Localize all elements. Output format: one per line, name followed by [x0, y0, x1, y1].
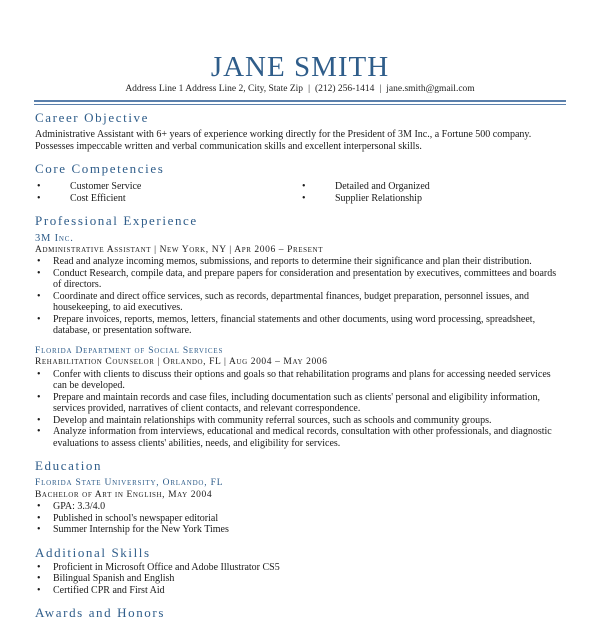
section-title-text: Education	[35, 458, 103, 473]
job-bullets	[35, 369, 565, 450]
section-title-text: Professional Experience	[35, 213, 198, 228]
section-title-text: Awards and Honors	[35, 605, 165, 620]
career-objective-text: Administrative Assistant with 6+ years of experience working directly for the President of 3M Inc., a Fortune 500 company. Possesses impeccable written and verbal communication skills and excellent interpersonal skills.	[35, 129, 532, 152]
job-organization: Florida Department of Social Services	[35, 345, 224, 356]
job-bullet: • Coordinate and direct office services, such as records, departmental finances, budget preparation, personnel issues, and housekeeping, to aid executives.	[35, 291, 565, 314]
section-title-awards	[35, 605, 565, 622]
section-title-professional-experience	[35, 213, 565, 230]
job-bullet: • Prepare and maintain records and case files, including documentation such as clients' personal and eligibility information, services provided, narratives of client contacts, and relevant correspondence.	[35, 392, 565, 415]
job-bullet: • Develop and maintain relationships with community referral sources, such as schools and community groups.	[35, 415, 565, 427]
section-title-text: Career Objective	[35, 110, 150, 125]
job-bullet: • Confer with clients to discuss their options and goals so that rehabilitation programs and plans for accessing needed services can be developed.	[35, 369, 565, 392]
section-title-core-competencies	[35, 161, 565, 178]
job-role: Administrative Assistant | New York, NY | Apr 2006 – Present	[35, 244, 324, 255]
resume-name: JANE SMITH	[210, 51, 390, 83]
job-bullet: • Conduct Research, compile data, and prepare papers for consideration and presentation by executives, committees and boards of directors.	[35, 268, 565, 291]
education-bullet: • GPA: 3.3/4.0	[35, 501, 565, 513]
resume-content	[35, 110, 565, 622]
section-title-additional-skills	[35, 545, 565, 562]
competency-list-right	[300, 181, 565, 204]
contact-line	[0, 84, 600, 94]
address: Address Line 1 Address Line 2, City, State Zip	[125, 84, 304, 94]
competency-item: • Supplier Relationship	[300, 193, 565, 205]
job-bullet: • Read and analyze incoming memos, submissions, and reports to determine their significance and plan their distribution.	[35, 256, 565, 268]
section-title-text: Core Competencies	[35, 161, 165, 176]
job-role: Rehabilitation Counselor | Orlando, FL | Aug 2004 – May 2006	[35, 357, 328, 367]
skill-bullet: • Bilingual Spanish and English	[35, 573, 565, 585]
education-bullet: • Summer Internship for the New York Times	[35, 524, 565, 536]
education-bullets	[35, 501, 565, 536]
job-bullets	[35, 256, 565, 337]
job-bullet: • Analyze information from interviews, educational and medical records, consultation with other professionals, and diagnostic evaluations to assess clients' abilities, needs, and eligibility for services.	[35, 426, 565, 449]
skill-bullet: • Proficient in Microsoft Office and Adobe Illustrator CS5	[35, 562, 565, 574]
job-organization: 3M Inc.	[35, 233, 74, 244]
education-school: Florida State University, Orlando, FL	[35, 478, 224, 488]
education-bullet: • Published in school's newspaper editorial	[35, 513, 565, 525]
email: jane.smith@gmail.com	[386, 84, 475, 94]
competency-item: • Detailed and Organized	[300, 181, 565, 193]
competency-item: • Cost Efficient	[35, 193, 300, 205]
section-title-text: Additional Skills	[35, 544, 151, 560]
section-title-career-objective	[35, 110, 565, 127]
phone: (212) 256-1414	[314, 84, 375, 94]
section-title-education	[35, 458, 565, 475]
education-degree: Bachelor of Art in English, May 2004	[35, 489, 213, 500]
competency-columns	[35, 181, 565, 204]
skills-bullets	[35, 562, 565, 597]
competency-item: • Customer Service	[35, 181, 300, 193]
header-rule-thin	[34, 104, 566, 105]
header-rule-thick	[34, 100, 566, 102]
skill-bullet: • Certified CPR and First Aid	[35, 585, 565, 597]
job-bullet: • Prepare invoices, reports, memos, letters, financial statements and other documents, using word processing, spreadsheet, database, or presentation software.	[35, 314, 565, 337]
contact-separator: |	[308, 84, 310, 94]
contact-separator: |	[379, 84, 382, 94]
competency-list-left	[35, 181, 300, 204]
